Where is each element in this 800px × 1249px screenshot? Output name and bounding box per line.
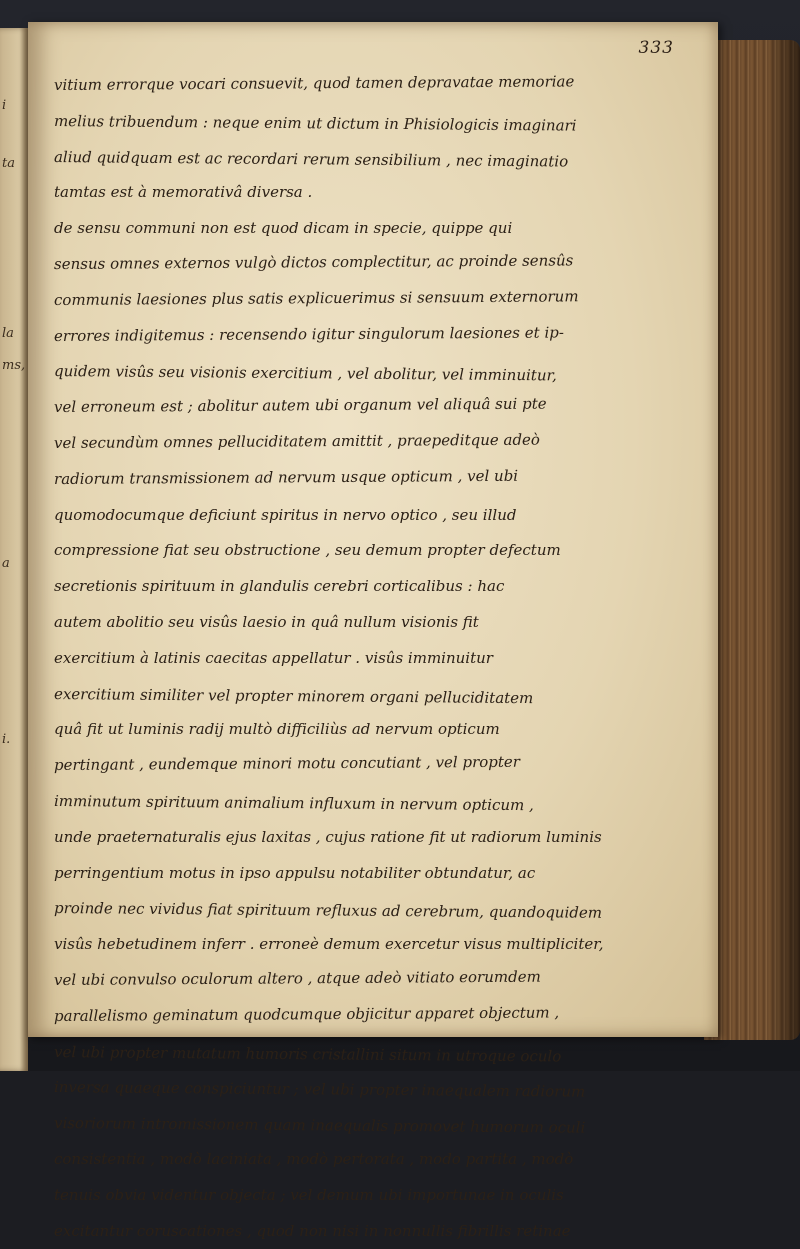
text-line: communis laesiones plus satis explicuerimus si sensuum externorum: [54, 278, 684, 318]
text-line: exercitium à latinis caecitas appellatur . visûs imminuitur: [54, 641, 684, 677]
margin-fragment: ta: [2, 156, 15, 171]
text-line: melius tribuendum : neque enim ut dictum in Phisiologicis imaginari: [54, 104, 684, 145]
text-line: excitantur coruscationes , quod non nisi in nonnullis fibrillis retinae: [54, 1214, 684, 1249]
text-line: compressione fiat seu obstructione , seu demum propter defectum: [54, 533, 684, 569]
text-line: sensus omnes externos vulgò dictos complectitur, ac proinde sensûs: [54, 243, 684, 283]
text-line: visoriorum intromissionem quam inaequalis promovet humorum oculi: [54, 1106, 684, 1147]
text-line: pertingant , eundemque minori motu concutiant , vel propter: [54, 744, 684, 784]
text-line: proinde nec vividus fiat spirituum refluxus ad cerebrum, quandoquidem: [54, 891, 684, 932]
text-line: secretionis spirituum in glandulis cerebri corticalibus : hac: [54, 569, 684, 605]
text-line: perringentium motus in ipso appulsu notabiliter obtundatur, ac: [54, 856, 684, 892]
text-line: vel secundùm omnes pelluciditatem amittit , praepeditque adeò: [54, 422, 684, 462]
text-line: inversa quaeque conspiciuntur ; vel ubi propter inaequalem radiorum: [54, 1070, 684, 1111]
text-line: autem abolitio seu visûs laesio in quâ nullum visionis fit: [54, 605, 684, 641]
text-line: quomodocumque deficiunt spiritus in nervo optico , seu illud: [54, 498, 684, 534]
text-line: radiorum transmissionem ad nervum usque opticum , vel ubi: [54, 457, 684, 497]
text-line: vitium errorque vocari consuevit, quod tamen depravatae memoriae: [54, 64, 684, 104]
margin-fragment: la: [2, 326, 14, 341]
text-line: tamtas est à memorativâ diversa .: [54, 175, 684, 211]
text-line: tenuis obvia videntur objecta ; vel demum ubi importunae in oculis: [54, 1178, 684, 1214]
text-line: aliud quidquam est ac recordari rerum sensibilium , nec imaginatio: [54, 140, 684, 181]
text-line: visûs hebetudinem inferr . erroneè demum exercetur visus multipliciter,: [54, 927, 684, 963]
text-line: unde praeternaturalis ejus laxitas , cujus ratione fit ut radiorum luminis: [54, 820, 684, 856]
text-line: vel ubi propter mutatum humoris cristallini situm in utroque oculo: [54, 1035, 684, 1076]
facing-page-edge: [0, 28, 28, 1071]
text-line: vel erroneum est ; abolitur autem ubi organum vel aliquâ sui pte: [54, 386, 684, 426]
text-line: consistentia , modò laciniata , modò pertorata , modo partita , modò: [54, 1142, 684, 1178]
margin-fragment: a: [2, 556, 10, 571]
manuscript-page: [28, 22, 718, 1037]
text-line: quidem visûs seu visionis exercitium , vel abolitur, vel imminuitur,: [54, 354, 684, 395]
text-line: exercitium similiter vel propter minorem organi pelluciditatem: [54, 677, 684, 718]
margin-fragment: ms,: [2, 358, 25, 373]
text-line: errores indigitemus : recensendo igitur singulorum laesiones et ip-: [54, 314, 684, 354]
manuscript-text: [54, 68, 684, 1249]
text-line: imminutum spirituum animalium influxum in nervum opticum ,: [54, 784, 684, 825]
margin-fragment: i.: [2, 732, 10, 747]
text-line: quâ fit ut luminis radij multò difficiliùs ad nervum opticum: [54, 712, 684, 748]
margin-fragment: i: [2, 98, 6, 113]
page-number: 333: [639, 38, 674, 58]
text-line: vel ubi convulso oculorum altero , atque adeò vitiato eorumdem: [54, 959, 684, 999]
text-line: parallelismo geminatum quodcumque objicitur apparet objectum ,: [54, 994, 684, 1034]
book-fore-edge: [704, 40, 800, 1040]
text-line: de sensu communi non est quod dicam in specie, quippe qui: [54, 211, 684, 247]
